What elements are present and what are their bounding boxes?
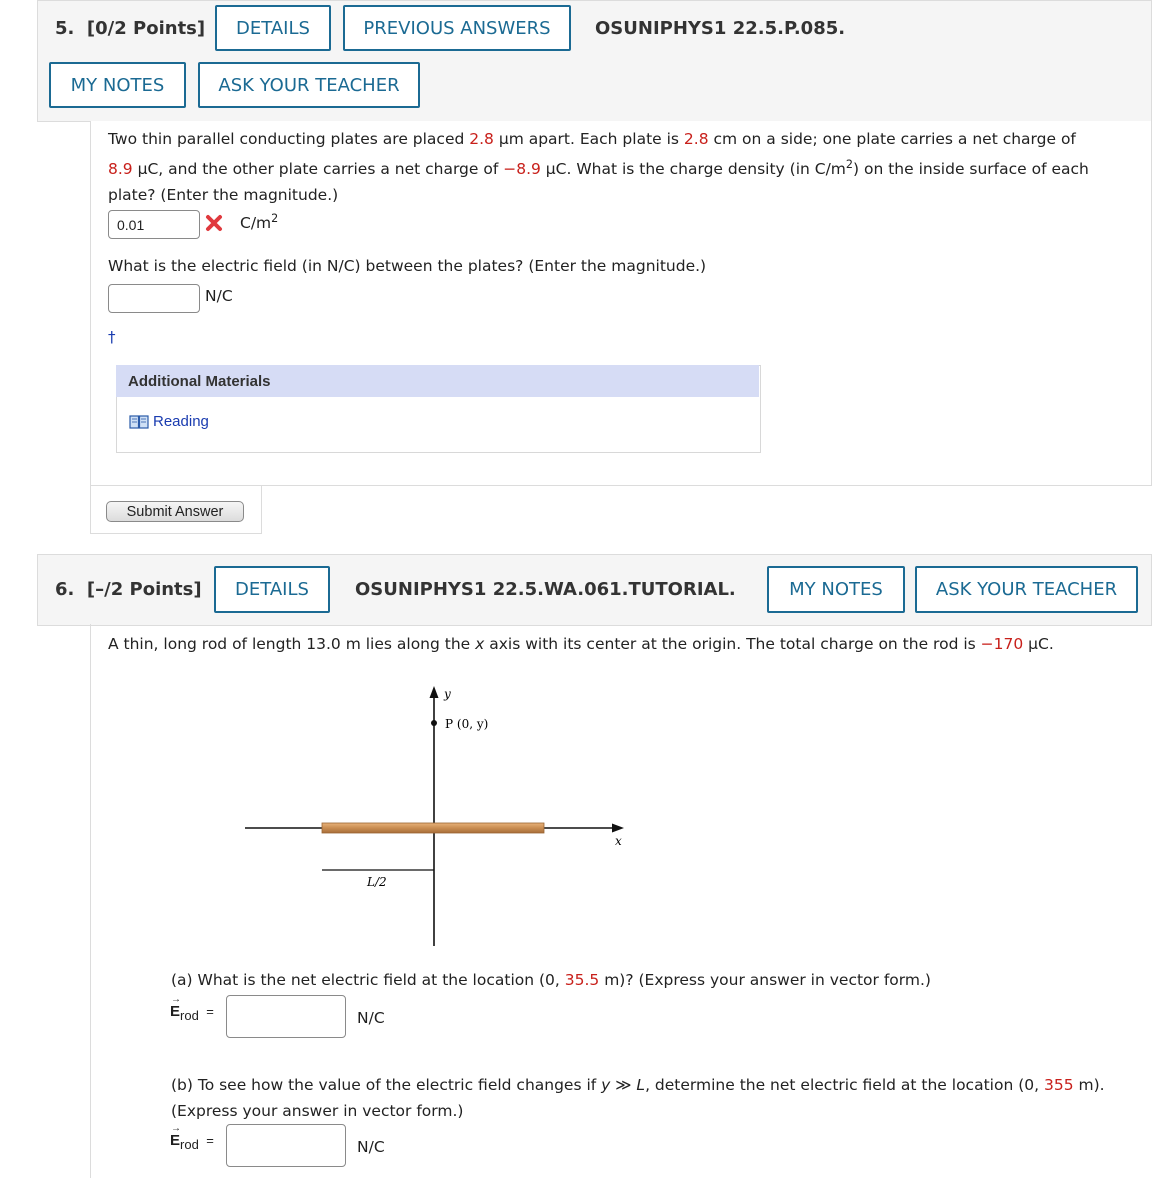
- point-p: [431, 720, 437, 726]
- q5-question2-text: What is the electric field (in N/C) between the plates? (Enter the magnitude.): [108, 257, 707, 275]
- q6-my-notes-button[interactable]: MY NOTES: [767, 566, 905, 613]
- q6-number: 6. [–/2 Points]: [55, 579, 202, 600]
- q6-reference: OSUNIPHYS1 22.5.WA.061.TUTORIAL.: [355, 579, 736, 600]
- value-rod-charge: −170: [980, 635, 1024, 653]
- q5-ask-teacher-button[interactable]: ASK YOUR TEACHER: [198, 62, 420, 108]
- q5-number: 5. [0/2 Points]: [55, 18, 206, 39]
- e-rod-label-a: → $E_{rod}$ =: [170, 994, 214, 1024]
- q5-answer2-unit: N/C: [205, 287, 233, 305]
- q6-details-button[interactable]: DETAILS: [214, 566, 330, 613]
- q5-answer1-input[interactable]: 0.01: [108, 210, 200, 239]
- vector-arrow-icon: →: [171, 1123, 181, 1134]
- book-icon: [129, 414, 149, 430]
- charged-rod: [322, 823, 544, 833]
- x-axis-label: x: [615, 834, 622, 848]
- point-p-label: P (0, y): [445, 717, 489, 731]
- q5-answer1-unit: $C/m^2$: [240, 212, 279, 233]
- q6-part-a-text: (a) What is the net electric field at the location (0, 35.5 m)? (Express your answer in vector form.): [171, 971, 931, 989]
- q5-reference: OSUNIPHYS1 22.5.P.085.: [595, 18, 846, 39]
- value-charge-1: 8.9: [108, 160, 133, 179]
- value-side: 2.8: [683, 130, 709, 148]
- vector-arrow-icon: →: [171, 994, 181, 1005]
- q6-problem-text: A thin, long rod of length 13.0 m lies along the x axis with its center at the origin. The total charge on the rod is −170 μC.: [108, 635, 1054, 653]
- rod-diagram: [240, 680, 640, 952]
- submit-answer-button[interactable]: Submit Answer: [106, 501, 244, 522]
- half-length-label: L/2: [367, 875, 387, 889]
- value-y-b: 355: [1043, 1076, 1074, 1094]
- y-axis-label: y: [444, 687, 451, 701]
- value-separation: 2.8: [469, 130, 494, 148]
- q6-body-left-border: [90, 624, 91, 1178]
- q6-part-b-text: (b) To see how the value of the electric field changes if y ≫ L, determine the net electric field at the location (0, 355 m). (Express your answer in vector form.): [171, 1076, 1105, 1120]
- q6-answer-a-input[interactable]: [226, 995, 346, 1038]
- q6-answer-b-unit: N/C: [357, 1138, 385, 1156]
- q6-points: [–/2 Points]: [86, 579, 202, 600]
- q5-problem-text: Two thin parallel conducting plates are placed 2.8 μm apart. Each plate is 2.8 cm on a side; one plate carries a net charge of 8.9 μC, and the other plate carries a net charge of −8.9 μC. What is the charge density (in $C/m^2$) on the inside surface of each plate? (Enter the magnitude.): [108, 130, 1089, 205]
- q5-details-button[interactable]: DETAILS: [215, 5, 331, 51]
- additional-materials-title: Additional Materials: [116, 365, 759, 397]
- value-charge-2: −8.9: [503, 160, 541, 179]
- value-y-a: 35.5: [564, 971, 600, 989]
- q5-answer2-input[interactable]: [108, 284, 200, 313]
- q6-answer-a-unit: N/C: [357, 1009, 385, 1027]
- e-rod-label-b: → $E_{rod}$ =: [170, 1123, 214, 1153]
- reading-link-label[interactable]: Reading: [153, 413, 209, 430]
- q5-points: [0/2 Points]: [86, 18, 206, 39]
- q5-my-notes-button[interactable]: MY NOTES: [49, 62, 186, 108]
- footnote-dagger[interactable]: †: [108, 328, 116, 346]
- q5-previous-answers-button[interactable]: PREVIOUS ANSWERS: [343, 5, 571, 51]
- q6-answer-b-input[interactable]: [226, 1124, 346, 1167]
- q6-ask-teacher-button[interactable]: ASK YOUR TEACHER: [915, 566, 1138, 613]
- incorrect-x-icon: [205, 214, 223, 236]
- reading-link[interactable]: [129, 413, 209, 430]
